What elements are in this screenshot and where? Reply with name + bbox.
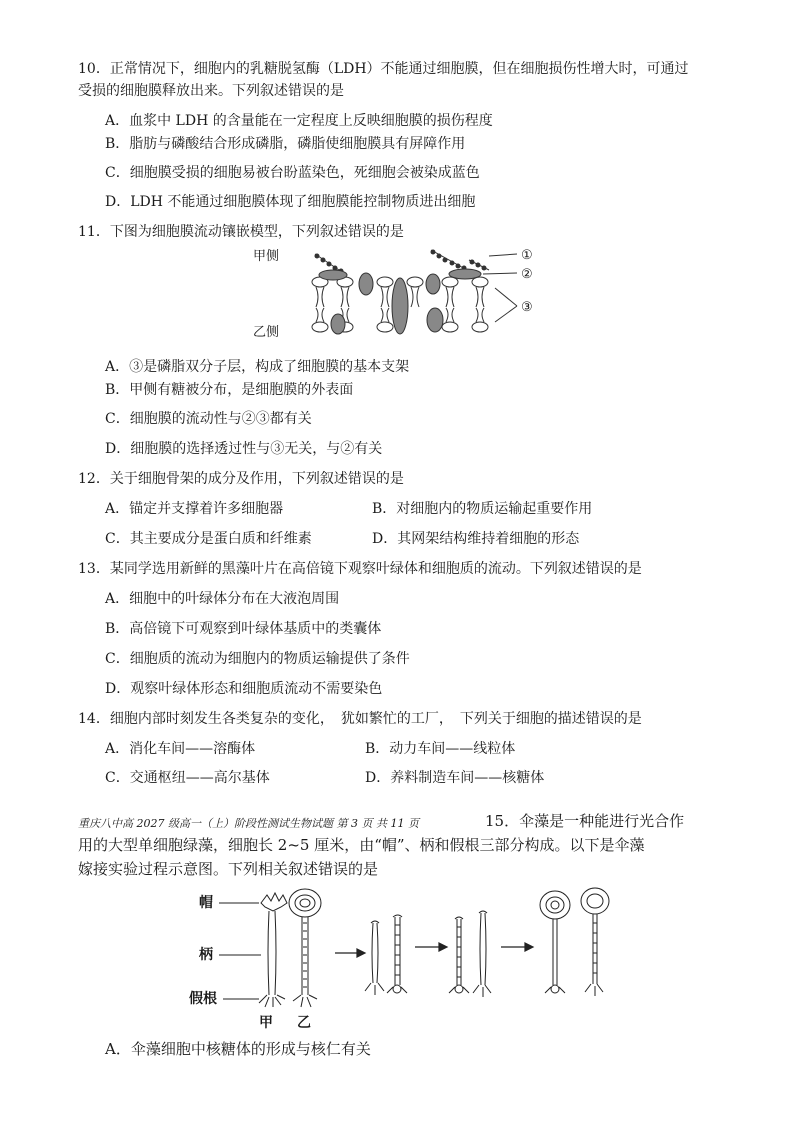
q12-option-d: D．其网架结构维持着细胞的形态 [372,531,580,547]
alga-a [259,893,287,1007]
alga-b [289,889,321,1007]
q10-option-b: B．脂肪与磷酸结合形成磷脂，磷脂使细胞膜具有屏障作用 [105,136,466,152]
glycocalyx-right [431,250,490,271]
process-arrows [335,943,533,957]
acetabularia-diagram [185,883,625,1033]
q10-option-c: C．细胞膜受损的细胞易被台盼蓝染色，死细胞会被染成蓝色 [105,165,480,181]
q12-option-a: A．锚定并支撑着许多细胞器 [105,501,284,517]
q15-option-a: A．伞藻细胞中核糖体的形成与核仁有关 [105,1040,371,1058]
q13-option-b: B．高倍镜下可观察到叶绿体基质中的类囊体 [105,621,382,637]
q11-option-d: D．细胞膜的选择透过性与③无关，与②有关 [105,441,383,457]
side-top-label: 甲侧 [253,249,280,264]
q11-option-c: C．细胞膜的流动性与②③都有关 [105,411,312,427]
q13-stem: 13．某同学选用新鲜的黑藻叶片在高倍镜下观察叶绿体和细胞质的流动。下列叙述错误的是 [78,561,642,577]
q13-option-c: C．细胞质的流动为细胞内的物质运输提供了条件 [105,651,410,667]
q13-option-a: A．细胞中的叶绿体分布在大液泡周围 [105,591,340,607]
membrane-diagram [245,242,555,342]
stage-3 [449,911,491,997]
q10-stem-line1: 10．正常情况下，细胞内的乳糖脱氢酶（LDH）不能通过细胞膜，但在细胞损伤性增大时，可通过 [78,61,689,77]
side-bottom-label: 乙侧 [253,325,280,340]
q11-option-a: A．③是磷脂双分子层，构成了细胞膜的基本支架 [105,359,410,375]
q12-option-b: B．对细胞内的物质运输起重要作用 [372,501,593,517]
q10-option-a: A．血浆中 LDH 的含量能在一定程度上反映细胞膜的损伤程度 [105,113,493,129]
q14-option-a: A．消化车间——溶酶体 [105,741,256,757]
q10-stem-line2: 受损的细胞膜释放出来。下列叙述错误的是 [78,83,344,99]
q15-stem-line2: 用的大型单细胞绿藻，细胞长 2~5 厘米，由“帽”、柄和假根三部分构成。以下是伞藻 [78,836,645,854]
q14-stem: 14．细胞内部时刻发生各类复杂的变化， 犹如繁忙的工厂， 下列关于细胞的描述错误的是 [78,711,642,727]
q12-option-c: C．其主要成分是蛋白质和纤维素 [105,531,312,547]
q11-stem: 11．下图为细胞膜流动镶嵌模型，下列叙述错误的是 [78,224,404,240]
q14-option-b: B．动力车间——线粒体 [365,741,516,757]
q12-stem: 12．关于细胞骨架的成分及作用，下列叙述错误的是 [78,471,404,487]
stage-2 [365,915,407,995]
label-root: 假根 [189,991,217,1007]
q14-option-d: D．养料制造车间——核糖体 [365,770,545,786]
q13-option-d: D．观察叶绿体形态和细胞质流动不需要染色 [105,681,383,697]
label-2: ② [521,267,533,282]
q11-option-b: B．甲侧有糖被分布，是细胞膜的外表面 [105,382,354,398]
q10-option-d: D．LDH 不能通过细胞膜体现了细胞膜能控制物质进出细胞 [105,194,476,210]
label-stalk: 柄 [199,947,213,963]
label-1: ① [521,248,533,263]
label-3: ③ [521,300,533,315]
label-b: 乙 [297,1015,311,1031]
q15-stem-line3: 嫁接实验过程示意图。下列相关叙述错误的是 [78,860,379,878]
q14-option-c: C．交通枢纽——高尔基体 [105,770,270,786]
page-footer: 重庆八中高 2027 级高一（上）阶段性测试生物试题 第 3 页 共 11 页 [78,817,419,830]
q15-stem-line1: 15．伞藻是一种能进行光合作 [485,812,685,830]
label-cap: 帽 [199,895,213,911]
stage-4 [540,888,609,996]
label-a: 甲 [259,1015,273,1031]
